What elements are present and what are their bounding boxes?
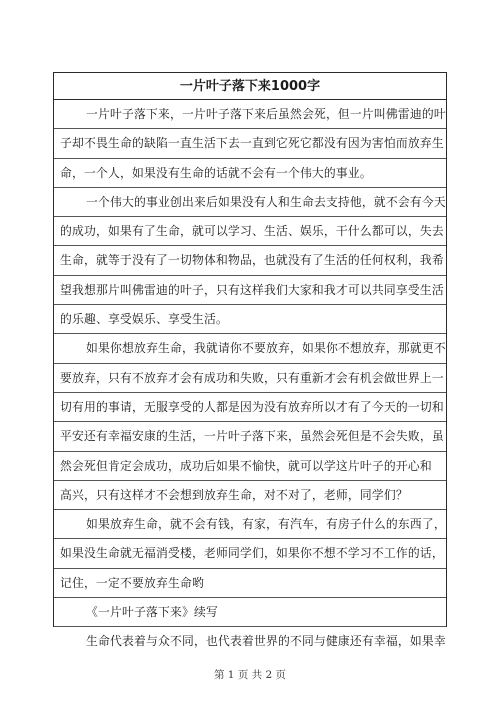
document-title: 一片叶子落下来1000字 (54, 73, 446, 100)
text-line: 命，一个人，如果没有生命的话就不会有一个伟大的事业。 (54, 159, 446, 188)
text-line: 如果你想放弃生命，我就请你不要放弃，如果你不想放弃，那就更不 (54, 334, 446, 363)
text-line: 然会死但肯定会成功，成功后如果不愉快，就可以学这片叶子的开心和 (54, 452, 446, 481)
text-line: 生命代表着与众不同，也代表着世界的不同与健康还有幸福，如果幸 (86, 634, 446, 649)
text-line: 要放弃，只有不放弃才会有成功和失败，只有重新才会有机会做世界上一 (54, 364, 446, 393)
text-line: 的乐趣、享受娱乐、享受生活。 (54, 305, 446, 334)
text-line: 记住，一定不要放弃生命哟 (54, 569, 446, 598)
text-line: 平安还有幸福安康的生活，一片叶子落下来，虽然会死但是不会失败，虽 (54, 422, 446, 451)
text-line: 《一片叶子落下来》续写 (54, 598, 446, 627)
text-line: 一个伟大的事业创出来后如果没有人和生命去支持他，就不会有今天 (54, 188, 446, 217)
text-line: 望我想那片叫佛雷迪的叶子，只有这样我们大家和我才可以共同享受生活 (54, 276, 446, 305)
text-line: 如果放弃生命，就不会有钱，有家，有汽车，有房子什么的东西了， (54, 510, 446, 539)
text-line: 高兴，只有这样才不会想到放弃生命，对不对了，老师，同学们？ (54, 481, 446, 510)
text-line: 的成功，如果有了生命，就可以学习、生活、娱乐，干什么都可以，失去 (54, 217, 446, 246)
text-line: 子却不畏生命的缺陷一直生活下去一直到它死它都没有因为害怕而放弃生 (54, 129, 446, 158)
text-line: 生命，就等于没有了一切物体和物品，也就没有了生活的任何权利，我希 (54, 246, 446, 275)
page-number: 第 1 页 共 2 页 (213, 669, 287, 681)
document-sheet (53, 72, 447, 649)
text-line: 一片叶子落下来，一片叶子落下来后虽然会死，但一片叫佛雷迪的叶 (54, 100, 446, 129)
text-line: 切有用的事请，无服享受的人都是因为没有放弃所以才有了今天的一切和 (54, 393, 446, 422)
text-line: 如果没生命就无福消受楼，老师同学们，如果你不想不学习不工作的话， (54, 539, 446, 568)
text-lines (54, 100, 446, 657)
